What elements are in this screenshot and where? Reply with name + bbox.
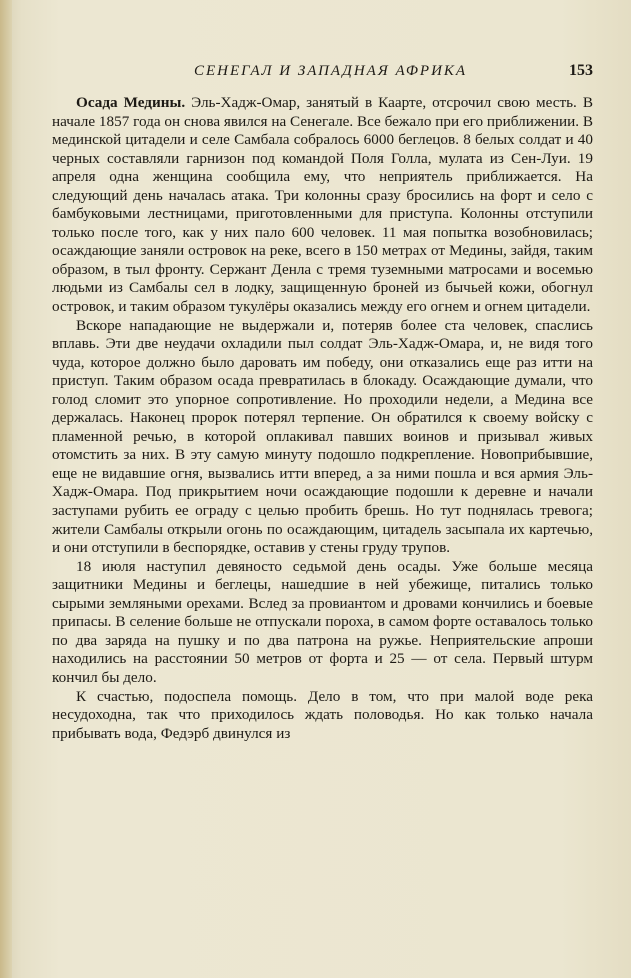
running-title: СЕНЕГАЛ И ЗАПАДНАЯ АФРИКА	[193, 63, 468, 79]
paragraph	[52, 94, 593, 317]
page-binding-edge	[0, 0, 12, 978]
paragraph: Вскоре нападающие не выдержали и, потеряв более ста человек, спаслись вплавь. Эти две неудачи охладили пыл солдат Эль-Хадж-Омара, и, не видя того чуда, которое должно было даровать им победу, они отказались еще раз итти на приступ. Таким образом осада превратилась в блокаду. Осаждающие думали, что голод сломит это упорное сопротивление. Но проходили недели, а Медина все держалась. Наконец пророк потерял терпение. Он обратился к своему войску с пламенной речью, в которой оплакивал павших воинов и призывал живых отомстить за них. В эту самую минуту подошло подкрепление. Новоприбывшие, еще не видавшие огня, вызвались итти вперед, а за ними пошла и вся армия Эль-Хадж-Омара. Под прикрытием ночи осаждающие подошли к деревне и начали заступами рубить ее ограду с целью пробить брешь. Но тут поднялась тревога; жители Самбалы открыли огонь по осаждающим, цитадель засыпала их картечью, и они отступили в беспорядке, оставив у стены груду трупов.	[52, 316, 593, 557]
section-title: Осада Медины.	[76, 94, 186, 111]
paragraph: К счастью, подоспела помощь. Дело в том, что при малой воде река несудоходна, так что приходилось ждать половодья. Но как только начала прибывать вода, Федэрб двинулся из	[52, 687, 593, 742]
paragraph-text: Эль-Хадж-Омар, занятый в Каарте, отсрочил свою месть. В начале 1857 года он снова явился на Сенегале. Все бежало при его приближении. В мединской цитадели и селе Самбала собралось 6000 беглецов. 8 белых солдат и 40 черных составляли гарнизон под командой Поля Голла, мулата из Сен-Луи. 19 апреля одна женщина сообщила ему, что неприятель приближается. На следующий день началась атака. Три колонны сразу бросились на форт и село с бамбуковыми лестницами, приготовленными для приступа. Колонны отступили только после того, как у них пало 600 человек. 11 мая попытка возобновилась; осаждающие заняли островок на реке, всего в 150 метрах от Медины, зайдя, таким образом, в тыл фронту. Сержант Денла с тремя туземными матросами и восемью людьми из Самбалы сел в лодку, защищенную броней из бычьей кожи, обогнул островок, и таким образом тукулёры оказались между его огнем и огнем цитадели.	[52, 94, 593, 316]
body-text	[52, 94, 593, 743]
page-number: 153	[569, 62, 593, 79]
page-header	[52, 62, 593, 80]
paragraph: 18 июля наступил девяносто седьмой день осады. Уже больше месяца защитники Медины и беглецы, нашедшие в ней убежище, питались только сырыми земляными орехами. Вслед за провиантом и дровами кончились и боевые припасы. В селение больше не отпускали пороха, в самом форте оставалось только по два заряда на пушку и по два патрона на ружье. Неприятельские апроши находились на расстоянии 50 метров от форта и 25 — от села. Первый штурм кончил бы дело.	[52, 557, 593, 686]
